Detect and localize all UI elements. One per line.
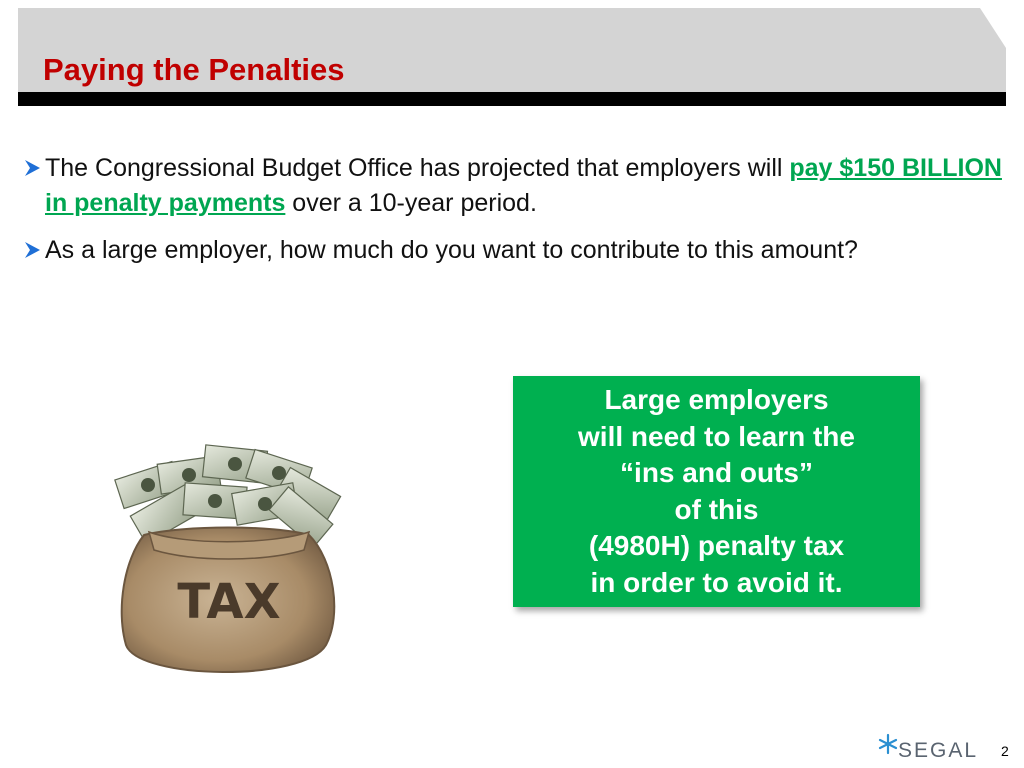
callout-line: in order to avoid it.	[590, 566, 843, 598]
callout-line: Large employers	[604, 384, 829, 415]
callout-line: (4980H) penalty tax	[588, 530, 845, 561]
bullet-cbo-projection	[22, 151, 1012, 221]
bullet-text-end: over a 10-year period.	[285, 189, 537, 217]
bullet-large-employer-question	[22, 233, 1012, 268]
title-bar	[18, 8, 1024, 106]
callout-line: of this	[674, 493, 759, 525]
callout-line: will need to learn the	[578, 420, 855, 452]
segal-logo-text: SEGAL	[898, 739, 979, 762]
bullet-text-start: The Congressional Budget Office has projected that employers will	[45, 154, 790, 182]
arrow-bullet-icon	[24, 241, 41, 259]
arrow-bullet-icon	[24, 159, 41, 177]
highlighted-penalty-amount: pay $150 BILLION in penalty payments	[45, 154, 1002, 217]
bag-label: TAX	[177, 574, 281, 630]
page-title: Paying the Penalties	[43, 52, 345, 87]
segal-star-icon	[877, 732, 899, 756]
callout-text	[578, 382, 855, 601]
callout-box	[513, 376, 920, 607]
page-number: 2	[1001, 743, 1009, 759]
bullet-text: As a large employer, how much do you want to contribute to this amount?	[45, 236, 858, 264]
segal-logo	[877, 732, 977, 762]
callout-line: “ins and outs”	[620, 457, 813, 488]
money-bag-tax-image	[104, 440, 354, 685]
content-body	[22, 151, 1012, 280]
